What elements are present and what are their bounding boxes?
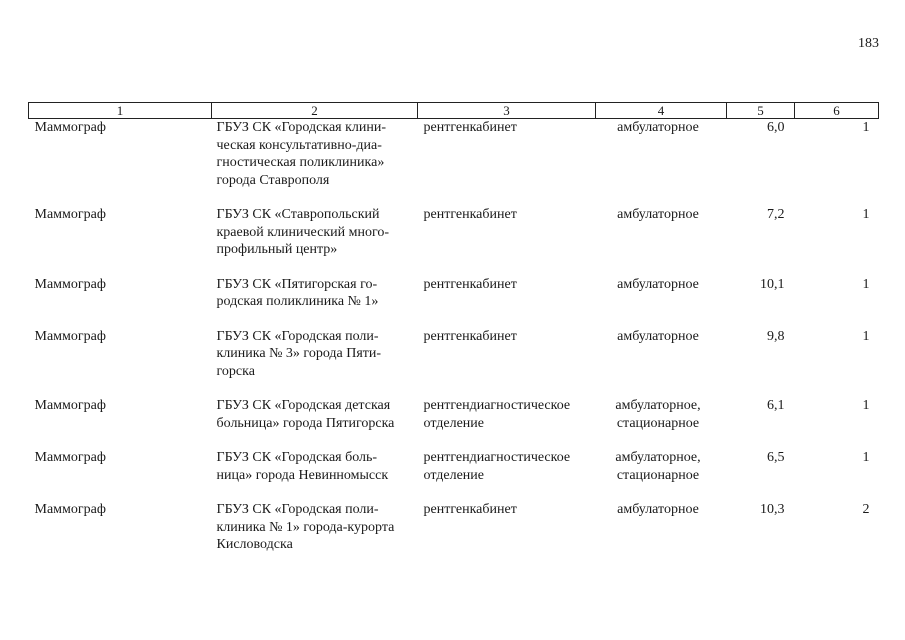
count-cell: 1 bbox=[862, 450, 870, 465]
unit-cell bbox=[418, 276, 596, 328]
mode-cell bbox=[596, 397, 727, 449]
table-row bbox=[29, 449, 879, 501]
equipment-cell: Маммограф bbox=[34, 450, 106, 465]
unit-line: рентгендиагностическое bbox=[423, 450, 571, 465]
organization-line: ГБУЗ СК «Городская клини- bbox=[216, 120, 387, 135]
organization-line: ница» города Невинномысск bbox=[216, 467, 389, 483]
equipment-table bbox=[28, 102, 879, 554]
table-body bbox=[29, 119, 879, 554]
organization-line: ческая консультативно-диа- bbox=[216, 137, 382, 153]
column-header-3: 3 bbox=[418, 103, 596, 119]
organization-line: клиника № 3» города Пяти- bbox=[216, 346, 382, 361]
mode-line: амбулаторное bbox=[617, 328, 699, 344]
organization-line: профильный центр» bbox=[216, 242, 338, 257]
column-header-4: 4 bbox=[596, 103, 727, 119]
unit-line: рентгенкабинет bbox=[423, 276, 517, 292]
organization-line: больница» города Пятигорска bbox=[216, 415, 395, 431]
column-header-6: 6 bbox=[795, 103, 879, 119]
unit-cell bbox=[418, 119, 596, 207]
organization-line: ГБУЗ СК «Ставропольский bbox=[216, 207, 380, 222]
page-number: 183 bbox=[858, 36, 879, 51]
organization-cell bbox=[212, 501, 418, 554]
unit-line: отделение bbox=[423, 415, 484, 431]
unit-cell bbox=[418, 328, 596, 398]
table-row bbox=[29, 328, 879, 398]
mode-cell bbox=[596, 501, 727, 554]
mode-line: стационарное bbox=[616, 415, 700, 431]
organization-cell bbox=[212, 206, 418, 276]
count-cell: 1 bbox=[862, 328, 870, 344]
organization-line: родская поликлиника № 1» bbox=[216, 294, 379, 309]
unit-cell bbox=[418, 501, 596, 554]
table-row bbox=[29, 206, 879, 276]
value-cell: 9,8 bbox=[767, 328, 785, 344]
value-cell: 10,1 bbox=[760, 276, 785, 292]
unit-cell bbox=[418, 397, 596, 449]
count-cell: 1 bbox=[862, 120, 870, 135]
organization-cell bbox=[212, 328, 418, 398]
unit-cell bbox=[418, 449, 596, 501]
table-row bbox=[29, 501, 879, 554]
count-cell: 1 bbox=[862, 207, 870, 222]
value-cell: 6,5 bbox=[767, 450, 785, 465]
unit-line: рентгенкабинет bbox=[423, 120, 517, 135]
equipment-cell: Маммограф bbox=[34, 398, 106, 413]
organization-line: ГБУЗ СК «Городская боль- bbox=[216, 450, 378, 465]
organization-line: горска bbox=[216, 363, 255, 379]
mode-line: амбулаторное bbox=[617, 502, 699, 517]
unit-line: рентгенкабинет bbox=[423, 328, 517, 344]
mode-line: амбулаторное bbox=[617, 276, 699, 292]
value-cell: 6,1 bbox=[767, 398, 785, 413]
organization-line: ГБУЗ СК «Пятигорская го- bbox=[216, 276, 378, 292]
mode-line: амбулаторное bbox=[617, 207, 699, 222]
equipment-cell: Маммограф bbox=[34, 207, 106, 222]
organization-cell bbox=[212, 397, 418, 449]
organization-line: ГБУЗ СК «Городская детская bbox=[216, 398, 391, 413]
organization-line: ГБУЗ СК «Городская поли- bbox=[216, 328, 379, 344]
unit-line: рентгенкабинет bbox=[423, 502, 517, 517]
mode-line: амбулаторное, bbox=[615, 450, 701, 465]
organization-cell bbox=[212, 449, 418, 501]
mode-cell bbox=[596, 206, 727, 276]
mode-line: амбулаторное, bbox=[615, 398, 701, 413]
count-cell: 1 bbox=[862, 276, 870, 292]
equipment-cell: Маммограф bbox=[34, 328, 106, 344]
table-row bbox=[29, 397, 879, 449]
organization-line: города Ставрополя bbox=[216, 172, 330, 188]
mode-cell bbox=[596, 449, 727, 501]
column-header-2: 2 bbox=[212, 103, 418, 119]
unit-line: рентгендиагностическое bbox=[423, 398, 571, 413]
equipment-cell: Маммограф bbox=[34, 276, 106, 292]
organization-line: гностическая поликлиника» bbox=[216, 155, 385, 170]
organization-line: клиника № 1» города-курорта bbox=[216, 519, 395, 535]
equipment-cell: Маммограф bbox=[34, 502, 106, 517]
mode-cell bbox=[596, 119, 727, 207]
mode-line: амбулаторное bbox=[617, 120, 699, 135]
column-header-1: 1 bbox=[29, 103, 212, 119]
organization-cell bbox=[212, 119, 418, 207]
mode-cell bbox=[596, 276, 727, 328]
organization-cell bbox=[212, 276, 418, 328]
table-row bbox=[29, 119, 879, 207]
value-cell: 10,3 bbox=[760, 502, 785, 517]
table-row bbox=[29, 276, 879, 328]
organization-line: Кисловодска bbox=[216, 537, 293, 552]
unit-line: отделение bbox=[423, 467, 484, 483]
mode-cell bbox=[596, 328, 727, 398]
value-cell: 7,2 bbox=[767, 207, 785, 222]
unit-line: рентгенкабинет bbox=[423, 207, 517, 222]
count-cell: 2 bbox=[862, 502, 870, 517]
unit-cell bbox=[418, 206, 596, 276]
value-cell: 6,0 bbox=[767, 120, 785, 135]
count-cell: 1 bbox=[862, 398, 870, 413]
organization-line: краевой клинический много- bbox=[216, 224, 390, 240]
column-header-5: 5 bbox=[727, 103, 795, 119]
equipment-cell: Маммограф bbox=[34, 120, 106, 135]
organization-line: ГБУЗ СК «Городская поли- bbox=[216, 502, 379, 517]
header-row bbox=[29, 103, 879, 119]
mode-line: стационарное bbox=[616, 467, 700, 483]
